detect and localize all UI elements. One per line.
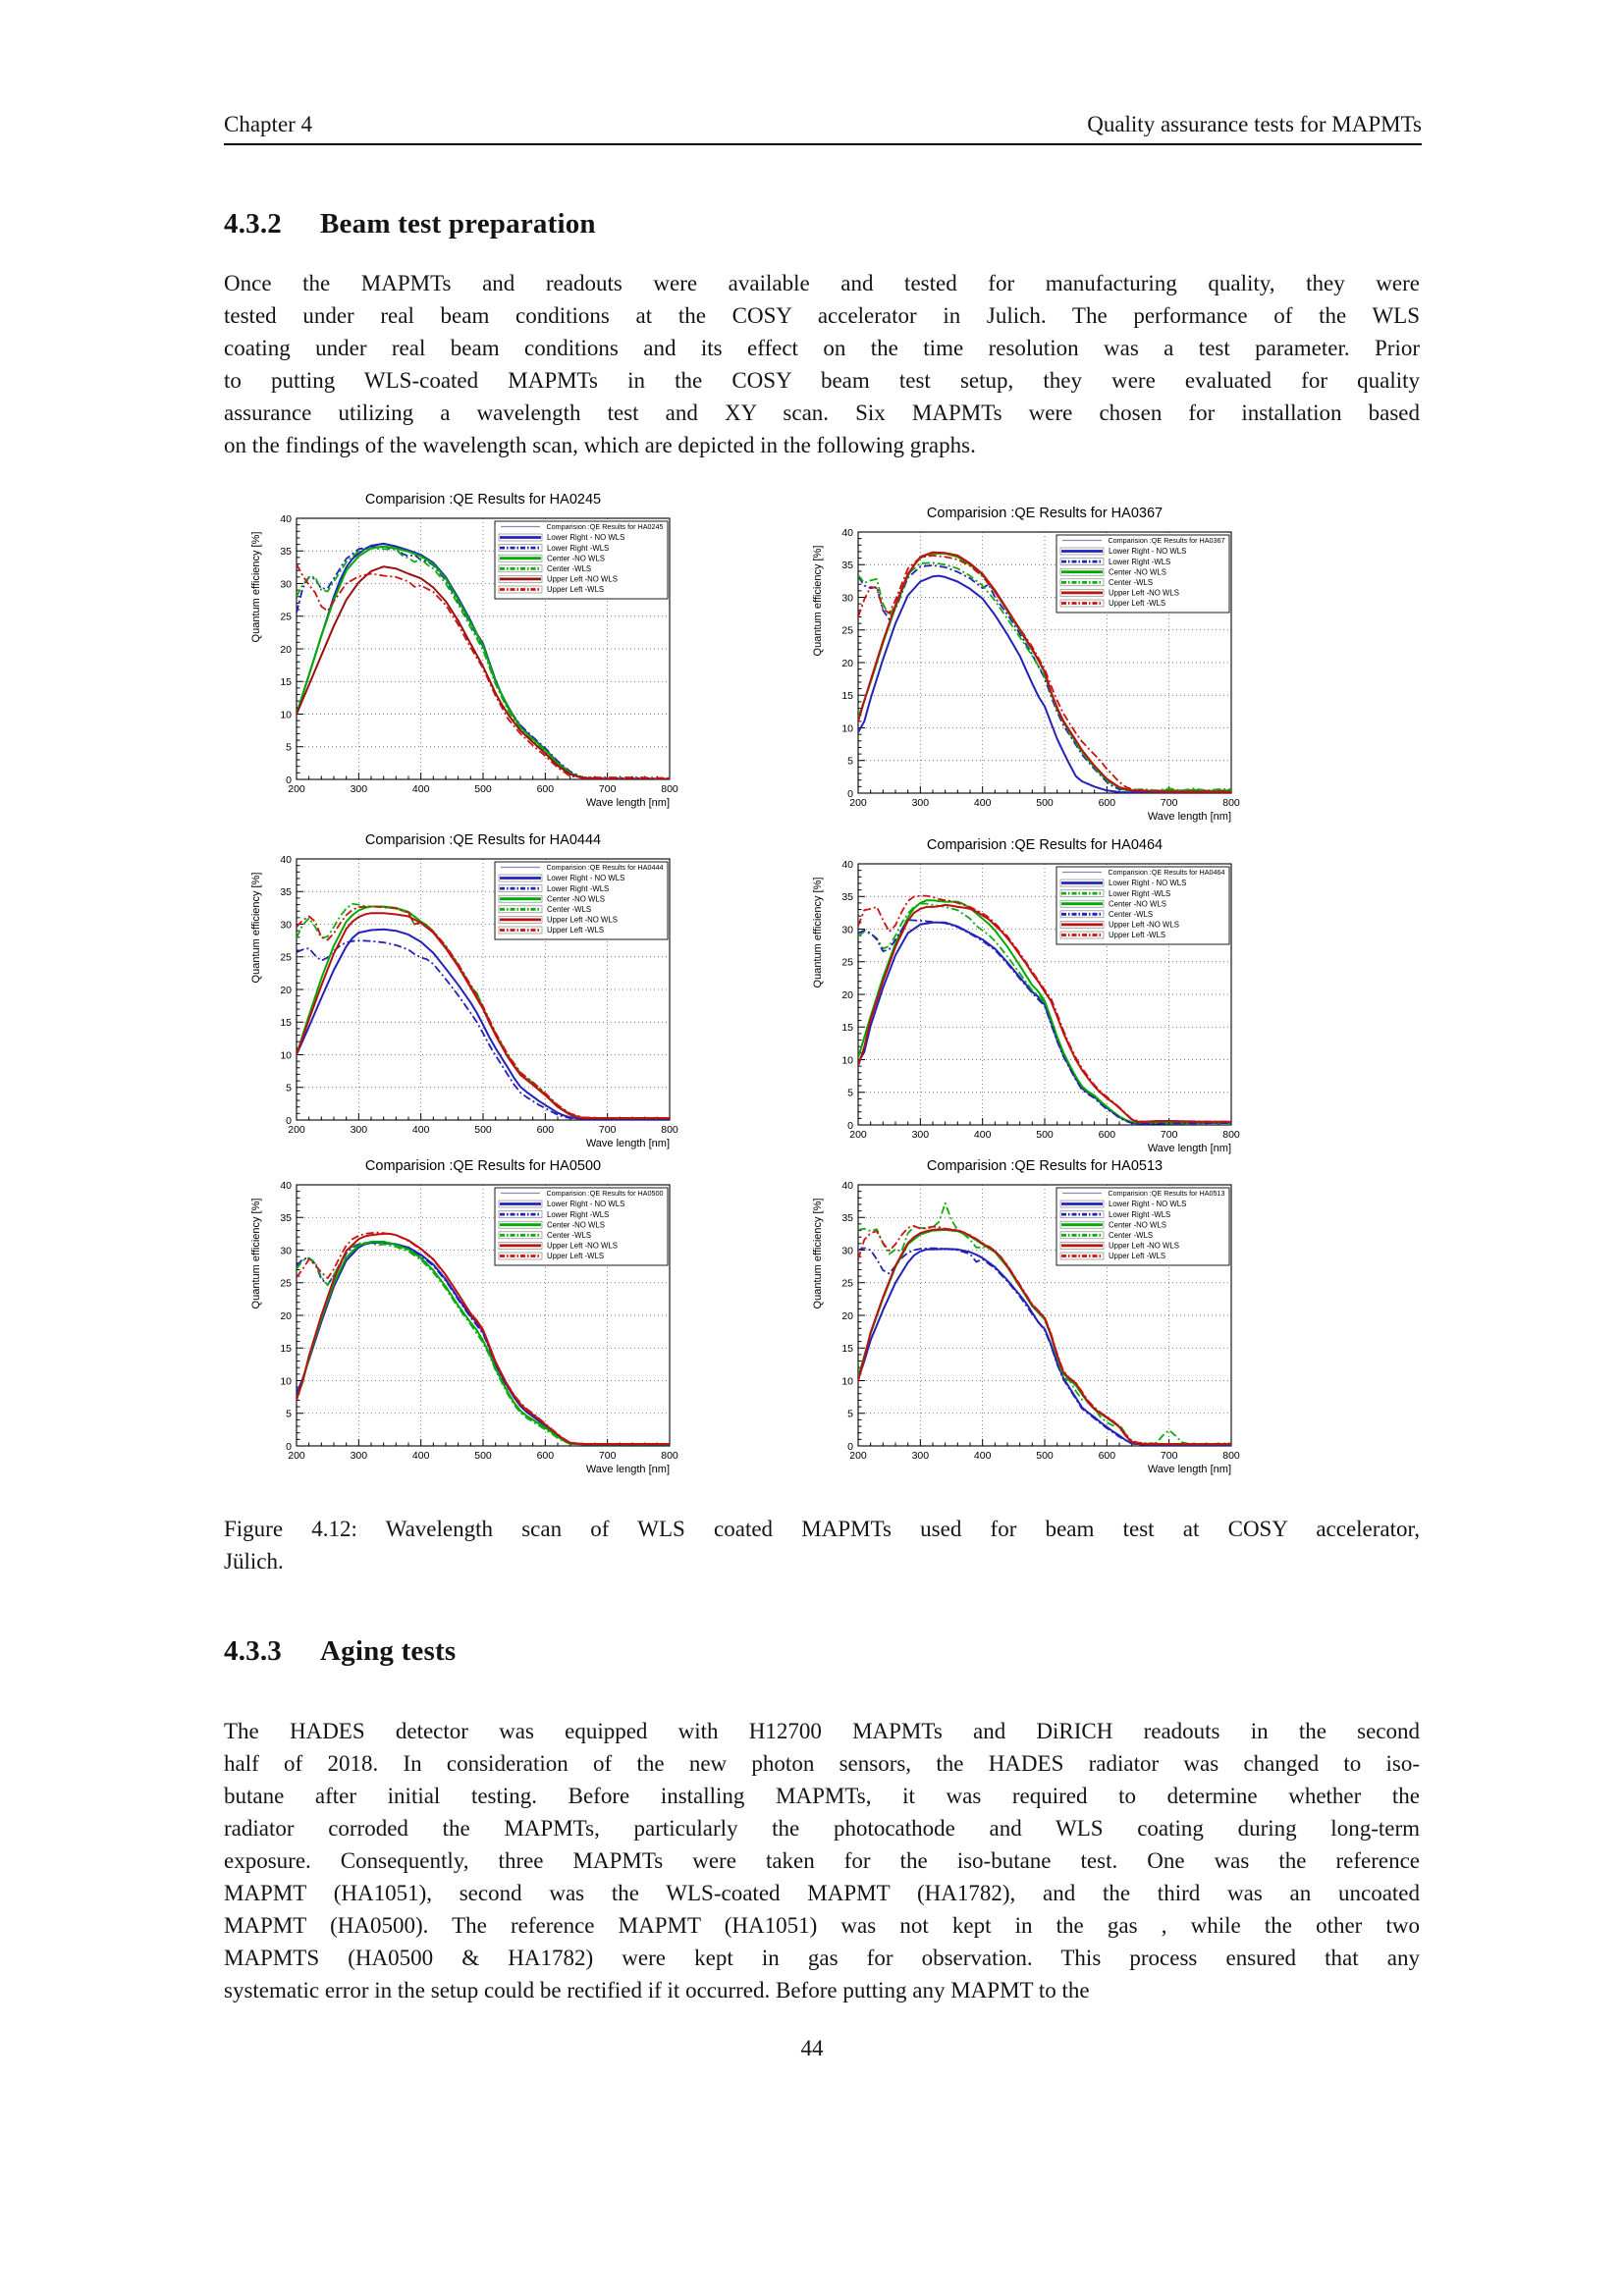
y-tick-label: 10	[280, 1375, 292, 1388]
legend-label: Upper Left -NO WLS	[1109, 1241, 1179, 1251]
y-tick-label: 30	[841, 1245, 853, 1257]
y-tick-label: 30	[841, 592, 853, 605]
legend-title: Comparision :QE Results for HA0464	[1108, 868, 1225, 877]
legend-label: Center -WLS	[547, 905, 592, 914]
text-line: MAPMT (HA1051), second was the WLS-coated MAPMT (HA1782), and the third was an uncoated	[224, 1881, 1420, 1905]
chart-qe-ha0245	[245, 489, 697, 813]
x-tick-label: 600	[1098, 1450, 1116, 1462]
y-tick-label: 25	[841, 956, 853, 969]
y-tick-label: 20	[280, 643, 292, 656]
y-tick-label: 0	[847, 787, 853, 800]
x-tick-label: 500	[1036, 1450, 1054, 1462]
y-tick-label: 40	[280, 1179, 292, 1192]
y-tick-label: 25	[280, 611, 292, 623]
y-tick-label: 20	[280, 1309, 292, 1322]
x-tick-label: 400	[973, 1129, 992, 1141]
section-title: Beam test preparation	[320, 208, 596, 240]
legend-label: Lower Right - NO WLS	[547, 1200, 625, 1209]
section-number: 4.3.3	[224, 1635, 282, 1667]
y-tick-label: 30	[280, 919, 292, 932]
legend-label: Lower Right -WLS	[547, 1209, 610, 1219]
chart-title: Comparision :QE Results for HA0513	[926, 1158, 1164, 1174]
y-tick-label: 20	[280, 984, 292, 996]
legend	[1056, 1188, 1229, 1265]
x-tick-label: 600	[1098, 1129, 1116, 1141]
x-tick-label: 400	[973, 797, 992, 809]
legend-label: Upper Left -WLS	[1109, 931, 1166, 940]
y-tick-label: 10	[280, 1049, 292, 1062]
text-line: The HADES detector was equipped with H12700 MAPMTs and DiRICH readouts in the second	[224, 1719, 1420, 1743]
x-tick-label: 600	[536, 1124, 555, 1136]
legend	[1056, 535, 1229, 613]
x-axis-label: Wave length [nm]	[1147, 1464, 1231, 1475]
text-line: tested under real beam conditions at the COSY accelerator in Julich. The performance of the WLS	[224, 303, 1420, 328]
y-tick-label: 5	[286, 1082, 292, 1095]
y-tick-label: 15	[841, 690, 853, 703]
y-tick-label: 35	[841, 1212, 853, 1225]
legend-title: Comparision :QE Results for HA0444	[546, 863, 664, 872]
text-line: butane after initial testing. Before installing MAPMTs, it was required to determine whether the	[224, 1784, 1420, 1808]
y-tick-label: 5	[286, 741, 292, 754]
x-tick-label: 500	[1036, 797, 1054, 809]
y-tick-label: 10	[841, 1054, 853, 1067]
x-tick-label: 800	[661, 1450, 678, 1462]
legend-label: Upper Left -WLS	[547, 1252, 605, 1261]
series-line-center-wls	[297, 1243, 670, 1445]
legend-label: Center -WLS	[547, 564, 592, 573]
chart-qe-ha0367	[807, 503, 1259, 827]
text-line: assurance utilizing a wavelength test and XY scan. Six MAPMTs were chosen for installation based	[224, 400, 1420, 425]
y-tick-label: 5	[847, 1408, 853, 1420]
x-tick-label: 700	[598, 783, 617, 795]
x-tick-label: 800	[661, 1124, 678, 1136]
legend-label: Center -WLS	[547, 1231, 592, 1240]
x-tick-label: 800	[661, 783, 678, 795]
y-tick-label: 30	[280, 578, 292, 591]
legend-label: Lower Right - NO WLS	[1109, 879, 1187, 888]
y-tick-label: 35	[280, 1212, 292, 1225]
y-axis-label: Quantum efficiency [%]	[250, 872, 262, 984]
legend-label: Upper Left -WLS	[1109, 1252, 1166, 1261]
x-axis-label: Wave length [nm]	[1147, 811, 1231, 823]
legend-label: Lower Right -WLS	[1109, 888, 1171, 898]
x-tick-label: 300	[911, 1450, 930, 1462]
y-tick-label: 35	[841, 891, 853, 904]
text-line: Figure 4.12: Wavelength scan of WLS coated MAPMTs used for beam test at COSY accelerator,	[224, 1517, 1420, 1541]
x-tick-label: 700	[598, 1124, 617, 1136]
legend-label: Lower Right -WLS	[1109, 557, 1171, 566]
y-tick-label: 5	[847, 1087, 853, 1099]
legend-label: Lower Right - NO WLS	[1109, 547, 1187, 557]
header-rule	[224, 143, 1422, 145]
x-tick-label: 300	[911, 1129, 930, 1141]
legend-label: Center -NO WLS	[547, 1220, 605, 1230]
x-tick-label: 600	[1098, 797, 1116, 809]
y-tick-label: 0	[286, 1440, 292, 1453]
x-tick-label: 200	[288, 1124, 305, 1136]
x-tick-label: 800	[1222, 797, 1240, 809]
figure-caption	[224, 1513, 1420, 1577]
x-tick-label: 500	[1036, 1129, 1054, 1141]
x-tick-label: 500	[474, 783, 492, 795]
chart-title: Comparision :QE Results for HA0500	[364, 1158, 602, 1174]
y-tick-label: 40	[841, 858, 853, 871]
legend-label: Lower Right - NO WLS	[547, 533, 625, 543]
legend-label: Lower Right - NO WLS	[547, 874, 625, 883]
legend-label: Upper Left -WLS	[1109, 599, 1166, 609]
y-tick-label: 25	[280, 951, 292, 964]
x-tick-label: 500	[474, 1124, 492, 1136]
x-tick-label: 200	[288, 783, 305, 795]
legend-label: Center -NO WLS	[1109, 899, 1166, 909]
legend-label: Lower Right -WLS	[547, 883, 610, 893]
legend-label: Upper Left -WLS	[547, 585, 605, 595]
legend-label: Center -WLS	[1109, 1231, 1154, 1240]
legend-label: Center -WLS	[1109, 578, 1154, 587]
legend-label: Lower Right -WLS	[1109, 1209, 1171, 1219]
section-heading-4-3-2	[224, 208, 596, 240]
y-tick-label: 15	[280, 676, 292, 689]
legend-label: Upper Left -NO WLS	[547, 915, 618, 925]
y-tick-label: 40	[841, 526, 853, 539]
x-tick-label: 700	[1160, 797, 1178, 809]
chart-title: Comparision :QE Results for HA0245	[364, 492, 602, 507]
y-tick-label: 20	[841, 657, 853, 669]
y-tick-label: 0	[847, 1440, 853, 1453]
y-tick-label: 10	[841, 722, 853, 735]
page-number: 44	[800, 2036, 824, 2060]
y-tick-label: 40	[841, 1179, 853, 1192]
x-tick-label: 300	[350, 1124, 368, 1136]
x-axis-label: Wave length [nm]	[1147, 1143, 1231, 1154]
y-tick-label: 30	[280, 1245, 292, 1257]
y-axis-label: Quantum efficiency [%]	[250, 531, 262, 643]
series-line-lower-right-wls	[297, 940, 670, 1119]
section-heading-4-3-3	[224, 1635, 456, 1668]
x-tick-label: 700	[598, 1450, 617, 1462]
y-tick-label: 35	[280, 546, 292, 559]
y-tick-label: 15	[280, 1343, 292, 1356]
legend-label: Upper Left -NO WLS	[1109, 588, 1179, 598]
legend	[495, 1188, 668, 1265]
y-axis-label: Quantum efficiency [%]	[812, 545, 824, 657]
x-tick-label: 400	[411, 783, 430, 795]
y-tick-label: 5	[847, 755, 853, 768]
x-tick-label: 600	[536, 783, 555, 795]
y-tick-label: 35	[280, 886, 292, 899]
x-axis-label: Wave length [nm]	[585, 1464, 670, 1475]
chart-qe-ha0444	[245, 829, 697, 1153]
legend-label: Center -WLS	[1109, 910, 1154, 919]
x-axis-label: Wave length [nm]	[585, 1138, 670, 1149]
y-tick-label: 15	[841, 1022, 853, 1035]
y-tick-label: 25	[841, 624, 853, 637]
running-head-chapter: Chapter 4	[224, 112, 313, 136]
y-tick-label: 0	[847, 1119, 853, 1132]
legend-title: Comparision :QE Results for HA0500	[546, 1189, 664, 1198]
x-tick-label: 200	[849, 797, 867, 809]
x-axis-label: Wave length [nm]	[585, 797, 670, 809]
y-tick-label: 10	[841, 1375, 853, 1388]
x-tick-label: 800	[1222, 1129, 1240, 1141]
text-line: coating under real beam conditions and its effect on the time resolution was a test parameter. Prior	[224, 336, 1420, 360]
legend-label: Upper Left -NO WLS	[547, 574, 618, 584]
series-line-lower-right-no-wls	[297, 1243, 670, 1445]
legend	[1056, 867, 1229, 944]
series-line-lower-right-wls	[297, 1243, 670, 1445]
chart-title: Comparision :QE Results for HA0464	[926, 837, 1164, 853]
x-tick-label: 200	[288, 1450, 305, 1462]
chart-qe-ha0464	[807, 834, 1259, 1158]
x-tick-label: 600	[536, 1450, 555, 1462]
y-tick-label: 25	[841, 1277, 853, 1290]
legend-label: Upper Left -WLS	[547, 926, 605, 935]
x-tick-label: 800	[1222, 1450, 1240, 1462]
chart-qe-ha0500	[245, 1155, 697, 1479]
y-axis-label: Quantum efficiency [%]	[250, 1198, 262, 1309]
legend-label: Center -NO WLS	[547, 894, 605, 904]
y-tick-label: 40	[280, 853, 292, 866]
y-tick-label: 10	[280, 709, 292, 721]
legend-title: Comparision :QE Results for HA0245	[546, 522, 664, 531]
x-tick-label: 400	[973, 1450, 992, 1462]
legend	[495, 521, 668, 599]
x-tick-label: 400	[411, 1124, 430, 1136]
series-line-lower-right-no-wls	[858, 920, 1231, 1124]
x-tick-label: 300	[350, 1450, 368, 1462]
legend-label: Lower Right -WLS	[547, 543, 610, 553]
y-tick-label: 30	[841, 924, 853, 936]
text-line: Once the MAPMTs and readouts were available and tested for manufacturing quality, they were	[224, 271, 1420, 295]
text-line: radiator corroded the MAPMTs, particularly the photocathode and WLS coating during long-term	[224, 1816, 1420, 1841]
y-tick-label: 35	[841, 560, 853, 572]
chart-qe-ha0513	[807, 1155, 1259, 1479]
legend-label: Upper Left -NO WLS	[547, 1241, 618, 1251]
legend-title: Comparision :QE Results for HA0513	[1108, 1189, 1225, 1198]
legend	[495, 862, 668, 939]
running-head-title: Quality assurance tests for MAPMTs	[1087, 112, 1422, 136]
y-tick-label: 20	[841, 988, 853, 1001]
section-title: Aging tests	[320, 1635, 457, 1667]
x-tick-label: 300	[350, 783, 368, 795]
legend-label: Lower Right - NO WLS	[1109, 1200, 1187, 1209]
legend-label: Center -NO WLS	[1109, 567, 1166, 577]
chart-title: Comparision :QE Results for HA0444	[364, 832, 602, 848]
text-line: on the findings of the wavelength scan, which are depicted in the following graphs.	[224, 433, 976, 457]
x-tick-label: 200	[849, 1129, 867, 1141]
section-number: 4.3.2	[224, 208, 282, 240]
paragraph-beam-test	[224, 267, 1420, 461]
chart-title: Comparision :QE Results for HA0367	[926, 506, 1164, 521]
text-line: systematic error in the setup could be rectified if it occurred. Before putting any MAPMT to the	[224, 1978, 1090, 2002]
text-line: MAPMT (HA0500). The reference MAPMT (HA1051) was not kept in the gas , while the other two	[224, 1913, 1420, 1938]
x-tick-label: 700	[1160, 1129, 1178, 1141]
y-tick-label: 0	[286, 1114, 292, 1127]
legend-title: Comparision :QE Results for HA0367	[1108, 536, 1225, 545]
text-line: MAPMTS (HA0500 & HA1782) were kept in gas for observation. This process ensured that any	[224, 1946, 1420, 1970]
x-tick-label: 200	[849, 1450, 867, 1462]
legend-label: Center -NO WLS	[1109, 1220, 1166, 1230]
legend-label: Center -NO WLS	[547, 554, 605, 563]
series-line-lower-right-no-wls	[858, 1249, 1231, 1445]
text-line: to putting WLS-coated MAPMTs in the COSY beam test setup, they were evaluated for quality	[224, 368, 1420, 393]
y-tick-label: 15	[280, 1017, 292, 1030]
text-line: half of 2018. In consideration of the new photon sensors, the HADES radiator was changed to iso-	[224, 1751, 1420, 1776]
y-tick-label: 15	[841, 1343, 853, 1356]
text-line: exposure. Consequently, three MAPMTs were taken for the iso-butane test. One was the reference	[224, 1848, 1420, 1873]
y-tick-label: 0	[286, 774, 292, 786]
x-tick-label: 400	[411, 1450, 430, 1462]
x-tick-label: 700	[1160, 1450, 1178, 1462]
y-tick-label: 25	[280, 1277, 292, 1290]
y-axis-label: Quantum efficiency [%]	[812, 877, 824, 988]
x-tick-label: 300	[911, 797, 930, 809]
y-axis-label: Quantum efficiency [%]	[812, 1198, 824, 1309]
text-line: Jülich.	[224, 1549, 284, 1574]
y-tick-label: 20	[841, 1309, 853, 1322]
y-tick-label: 5	[286, 1408, 292, 1420]
x-tick-label: 500	[474, 1450, 492, 1462]
y-tick-label: 40	[280, 512, 292, 525]
paragraph-aging-tests	[224, 1715, 1420, 2006]
legend-label: Upper Left -NO WLS	[1109, 920, 1179, 930]
